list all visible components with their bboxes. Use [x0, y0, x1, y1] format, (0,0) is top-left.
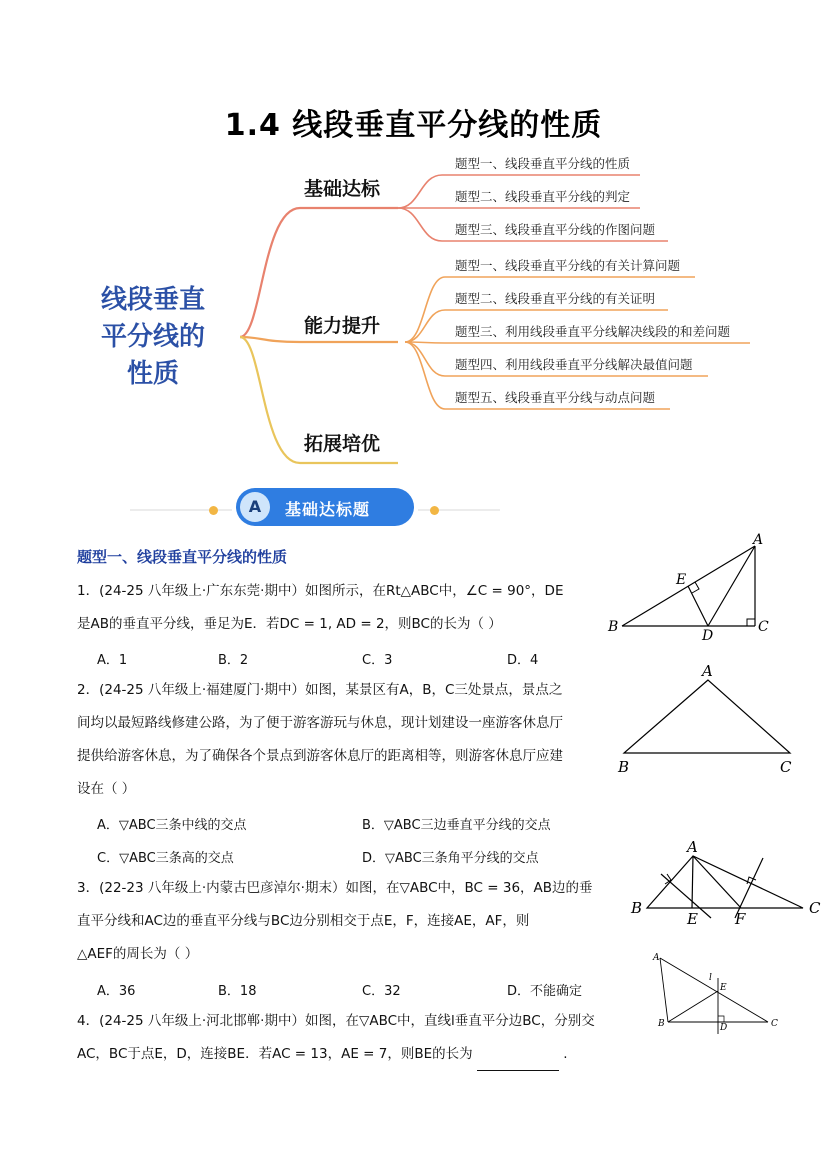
fig1-label: E	[676, 572, 687, 588]
option-d: D．不能确定	[507, 984, 583, 999]
option-d: D．4	[507, 653, 539, 668]
figure-q1	[600, 530, 820, 645]
mindmap-leaf: 题型一、线段垂直平分线的有关计算问题	[455, 258, 681, 273]
question-line: 直平分线和AC边的垂直平分线与BC边分别相交于点E，F，连接AE，AF，则	[77, 913, 530, 929]
mindmap-branch-basic: 基础达标	[304, 178, 381, 200]
question-4	[77, 1005, 595, 1071]
fig4-label: A	[653, 953, 660, 963]
fig2-label: A	[702, 662, 713, 680]
mindmap-leaf: 题型三、利用线段垂直平分线解决线段的和差问题	[455, 324, 731, 339]
mindmap-leaf: 题型三、线段垂直平分线的作图问题	[455, 222, 656, 237]
fig4-label: C	[771, 1019, 778, 1029]
fig2-label: C	[780, 758, 792, 776]
option-c: C．32	[362, 984, 401, 999]
mindmap-leaf: 题型一、线段垂直平分线的性质	[455, 156, 631, 171]
question-line: 设在（ ）	[77, 781, 136, 797]
mindmap-branch-advanced: 能力提升	[304, 315, 381, 337]
option-b: B．▽ABC三边垂直平分线的交点	[362, 818, 551, 833]
banner-dot-left	[209, 506, 218, 515]
question-line: 1．(24-25 八年级上·广东东莞·期中）如图所示，在Rt△ABC中，∠C = 90°，DE	[77, 583, 564, 599]
section-banner-text: 基础达标题	[285, 500, 371, 519]
question-line: 间均以最短路线修建公路，为了便于游客游玩与休息，现计划建设一座游客休息厅	[77, 715, 563, 731]
banner-dot-right	[430, 506, 439, 515]
mindmap-leaf: 题型二、线段垂直平分线的判定	[455, 189, 631, 204]
option-a: A．▽ABC三条中线的交点	[97, 818, 247, 833]
option-a: A．36	[97, 984, 136, 999]
question-line: 4．(24-25 八年级上·河北邯郸·期中）如图，在▽ABC中，直线l垂直平分边BC，分别交	[77, 1013, 595, 1029]
question-line: AC，BC于点E，D，连接BE．若AC = 13，AE = 7，则BE的长为	[77, 1046, 473, 1062]
fig1-label: A	[753, 532, 764, 548]
section-title: 题型一、线段垂直平分线的性质	[77, 548, 288, 566]
fig4-label: E	[720, 983, 727, 993]
question-line: △AEF的周长为（ ）	[77, 946, 199, 962]
option-b: B．18	[218, 984, 257, 999]
fig1-label: B	[608, 619, 619, 635]
question-end-mark: .	[563, 1046, 568, 1062]
question-line: 提供给游客休息，为了确保各个景点到游客休息厅的距离相等，则游客休息厅应建	[77, 748, 563, 764]
fig3-label: E	[687, 910, 698, 928]
mindmap-branch-extend: 拓展培优	[304, 433, 381, 455]
fig1-label: D	[702, 628, 714, 644]
fig3-label: A	[687, 838, 698, 856]
question-1	[77, 575, 563, 641]
question-line: 2．(24-25 八年级上·福建厦门·期中）如图，某景区有A，B，C三处景点，景点之	[77, 682, 563, 698]
fig3-label: C	[809, 899, 821, 917]
mindmap-leaf: 题型五、线段垂直平分线与动点问题	[455, 390, 656, 405]
question-line: 是AB的垂直平分线，垂足为E．若DC = 1, AD = 2，则BC的长为（ ）	[77, 616, 502, 632]
option-a: A．1	[97, 653, 128, 668]
figure-q4	[648, 948, 788, 1038]
mindmap-leaf: 题型二、线段垂直平分线的有关证明	[455, 291, 656, 306]
fig1-label: C	[758, 619, 769, 635]
figure-q3	[625, 838, 825, 928]
fig2-label: B	[618, 758, 630, 776]
mindmap-center-line: 性质	[126, 359, 179, 389]
fig4-label: B	[658, 1019, 665, 1029]
option-b: B．2	[218, 653, 249, 668]
figure-q2	[610, 660, 810, 778]
question-line-last	[77, 1038, 595, 1071]
option-d: D．▽ABC三条角平分线的交点	[362, 851, 539, 866]
section-banner-letter: A	[240, 492, 270, 522]
question-2	[77, 674, 563, 806]
fig3-label: F	[735, 910, 746, 928]
option-c: C．3	[362, 653, 393, 668]
mindmap-leaf: 题型四、利用线段垂直平分线解决最值问题	[455, 357, 693, 372]
question-3	[77, 872, 593, 971]
mindmap-center-node	[78, 282, 228, 393]
option-c: C．▽ABC三条高的交点	[97, 851, 234, 866]
mindmap-center-line: 平分线的	[100, 322, 205, 352]
mindmap-connectors	[0, 0, 827, 480]
mindmap-center-line: 线段垂直	[100, 285, 205, 315]
answer-blank[interactable]	[477, 1056, 559, 1071]
fig4-label: D	[720, 1023, 728, 1033]
fig3-label: B	[631, 899, 643, 917]
fig4-label: l	[709, 973, 712, 983]
question-line: 3．(22-23 八年级上·内蒙古巴彦淖尔·期末）如图，在▽ABC中，BC = 36，AB边的垂	[77, 880, 593, 896]
page-title: 1.4 线段垂直平分线的性质	[224, 108, 603, 143]
